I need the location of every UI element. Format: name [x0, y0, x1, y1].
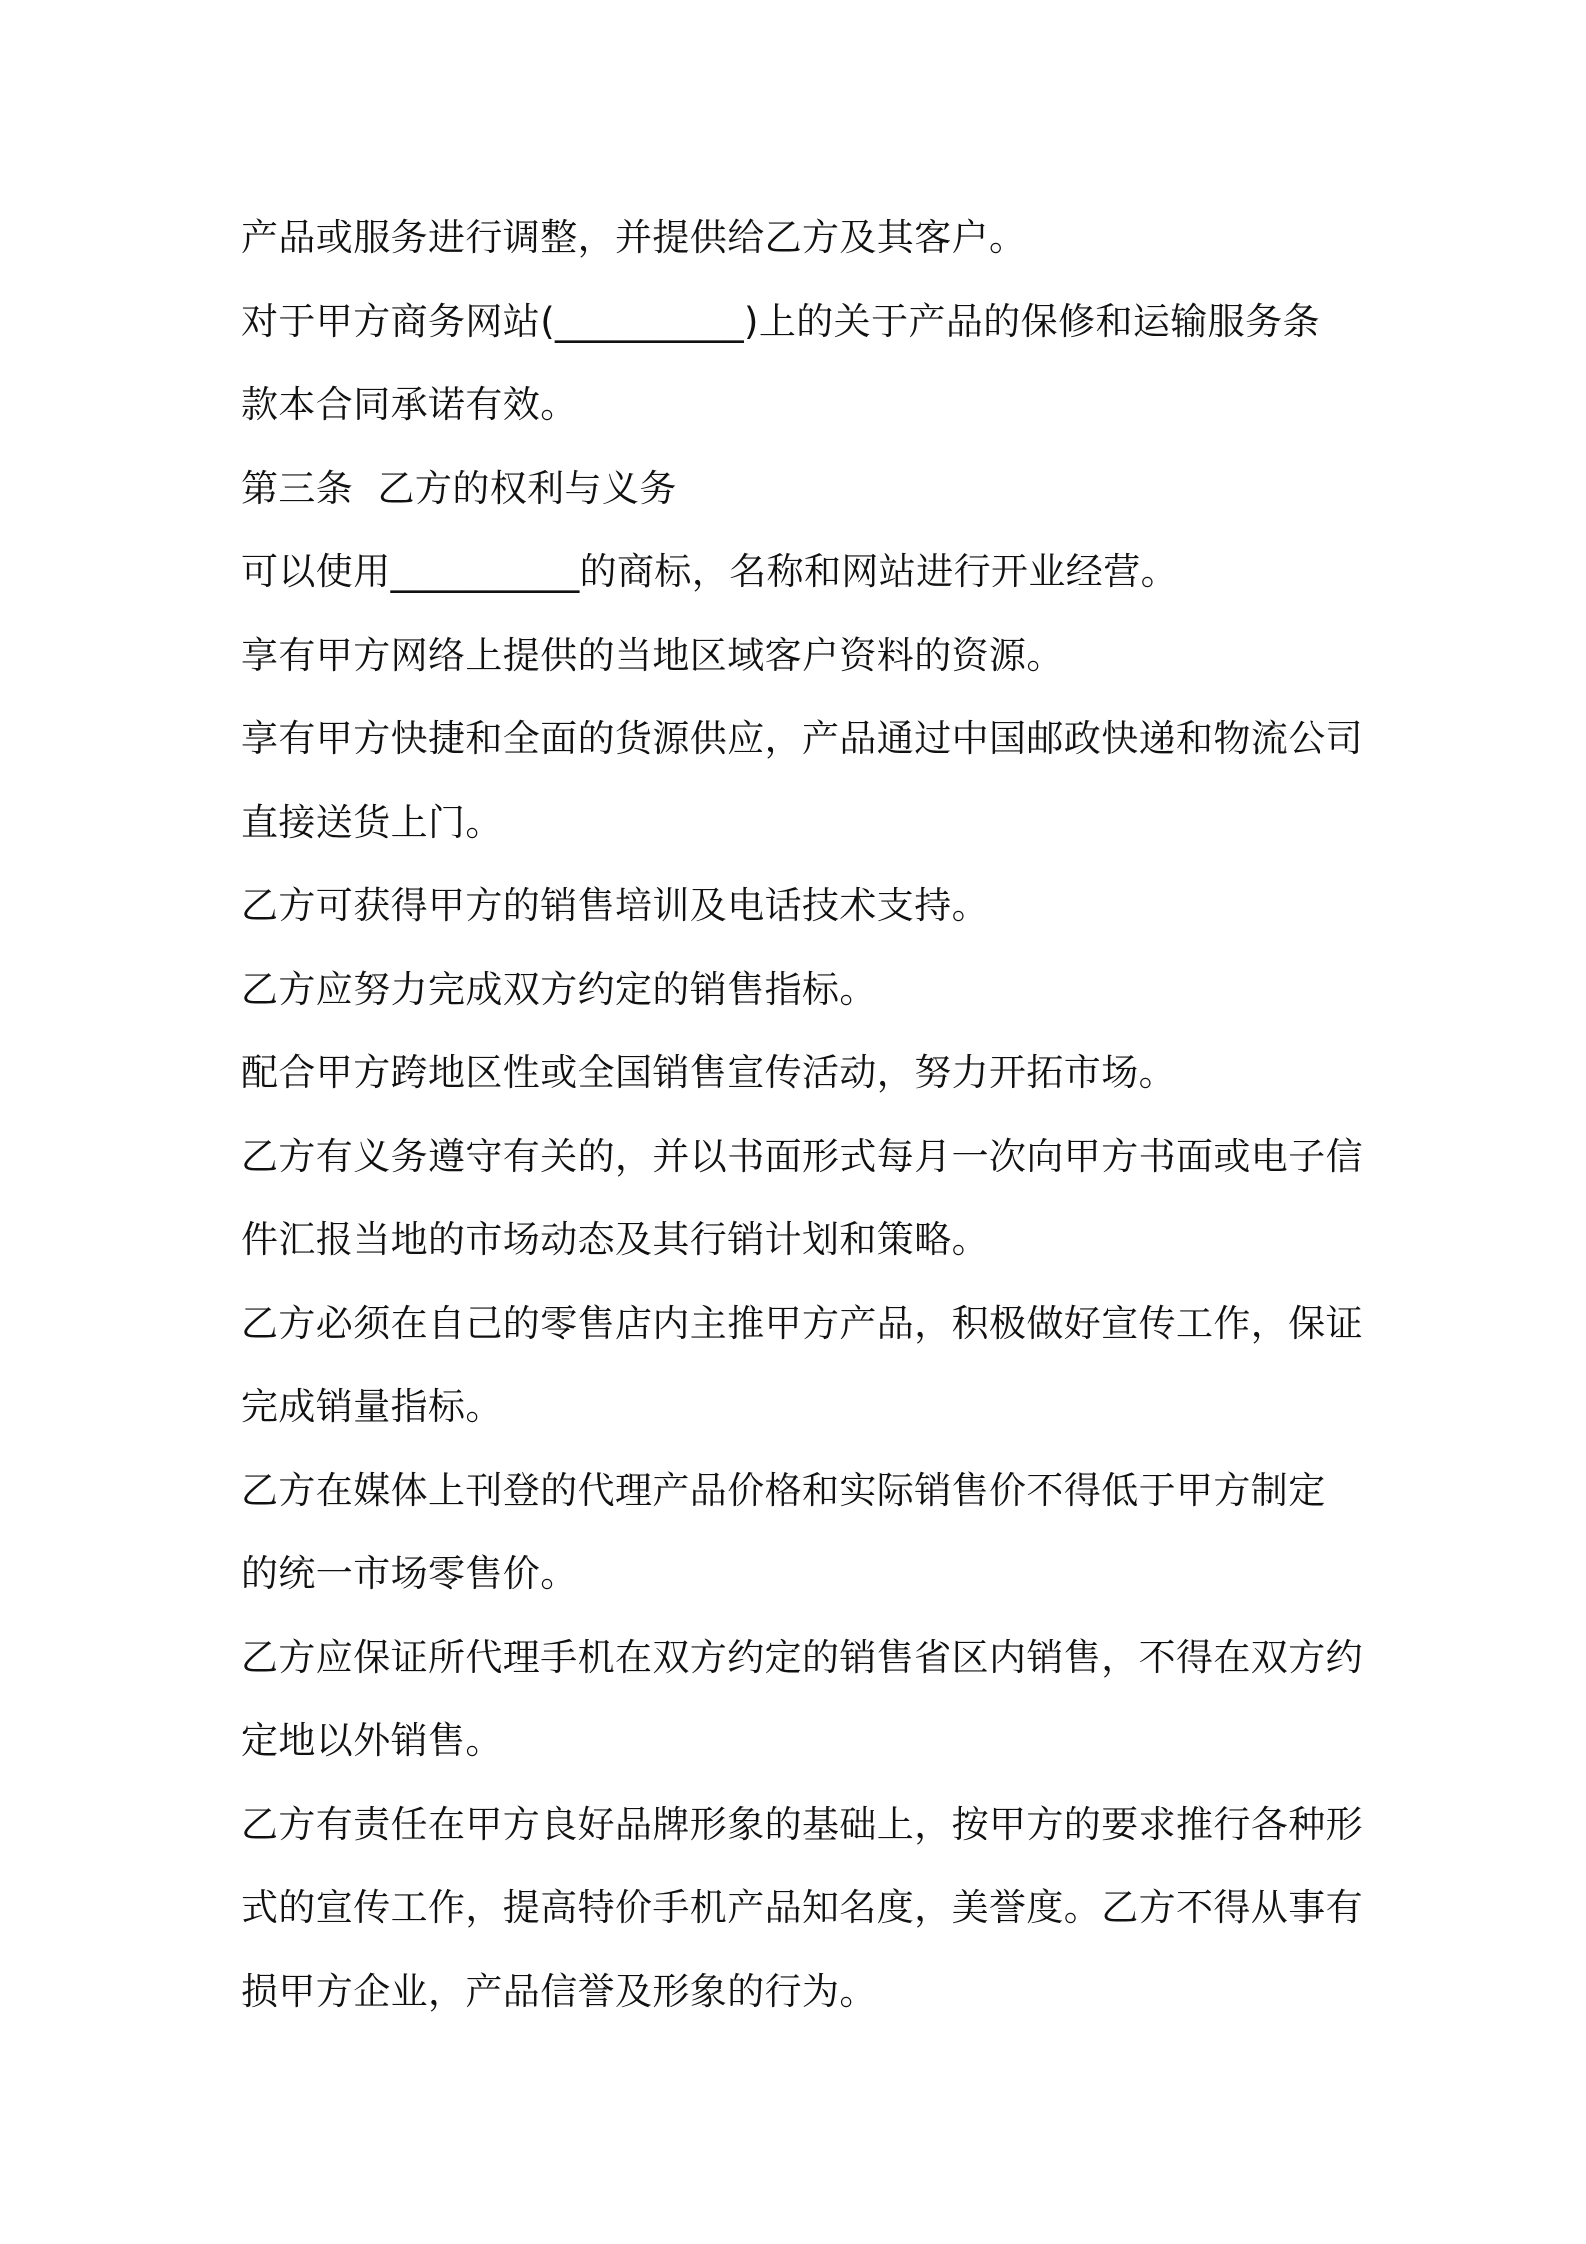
text-line: 享有甲方快捷和全面的货源供应，产品通过中国邮政快递和物流公司	[241, 717, 1363, 760]
text-line: 配合甲方跨地区性或全国销售宣传活动，努力开拓市场。	[241, 1051, 1176, 1094]
document-body	[241, 196, 1361, 2033]
text-line: 乙方有义务遵守有关的，并以书面形式每月一次向甲方书面或电子信	[241, 1134, 1363, 1178]
text-line: 损甲方企业，产品信誉及形象的行为。	[241, 1969, 877, 2013]
text-line: 乙方必须在自己的零售店内主推甲方产品，积极做好宣传工作，保证	[241, 1301, 1363, 1345]
text-line: 直接送货上门。	[241, 800, 503, 844]
text-line: 乙方可获得甲方的销售培训及电话技术支持。	[241, 884, 989, 927]
text-line: 乙方有责任在甲方良好品牌形象的基础上，按甲方的要求推行各种形	[241, 1802, 1363, 1846]
text-line: 件汇报当地的市场动态及其行销计划和策略。	[241, 1218, 989, 1261]
text-line: 定地以外销售。	[241, 1719, 503, 1762]
text-line: 款本合同承诺有效。	[241, 383, 578, 426]
section-heading: 第三条 乙方的权利与义务	[241, 466, 677, 510]
text-line: 的统一市场零售价。	[241, 1552, 578, 1595]
text-line: 乙方在媒体上刊登的代理产品价格和实际销售价不得低于甲方制定	[241, 1468, 1326, 1512]
text-line: 享有甲方网络上提供的当地区域客户资料的资源。	[241, 633, 1064, 677]
text-line: 式的宣传工作，提高特价手机产品知名度，美誉度。乙方不得从事有	[241, 1886, 1363, 1929]
text-line: 乙方应努力完成双方约定的销售指标。	[241, 967, 877, 1011]
text-line: 对于甲方商务网站(__________)上的关于产品的保修和运输服务条	[241, 299, 1320, 343]
text-line: 产品或服务进行调整，并提供给乙方及其客户。	[241, 216, 1027, 259]
text-line: 完成销量指标。	[241, 1385, 503, 1428]
text-line: 可以使用__________的商标，名称和网站进行开业经营。	[241, 550, 1178, 593]
text-line: 乙方应保证所代理手机在双方约定的销售省区内销售，不得在双方约	[241, 1635, 1363, 1679]
